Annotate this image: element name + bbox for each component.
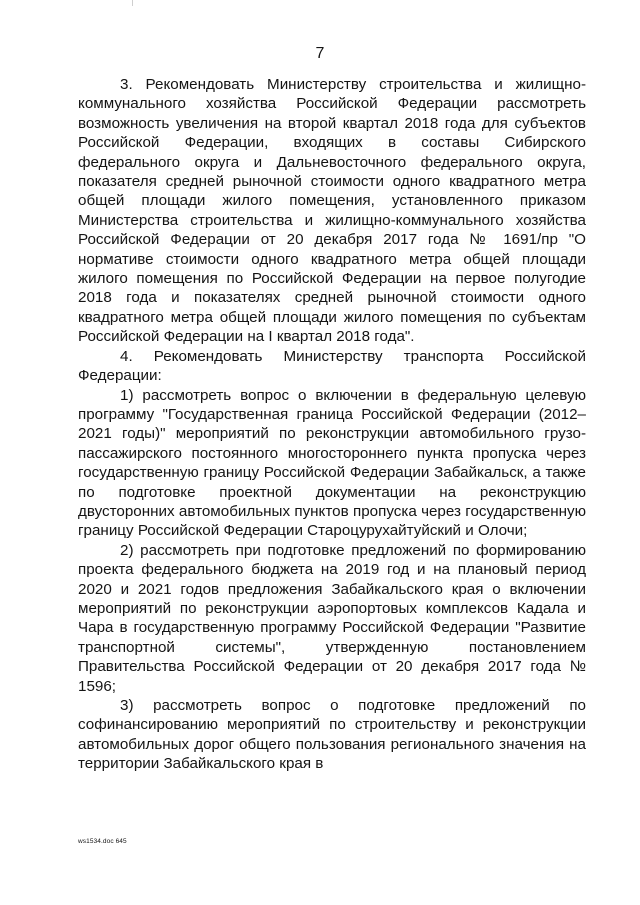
paragraph-item-4: 4. Рекомендовать Министерству транспорта Российской Федерации: (78, 347, 586, 385)
subitem-4-1: 1) рассмотреть вопрос о включении в федеральную целевую программу "Государственная граница Российской Федерации (2012–2021 годы)" мероприятий по реконструкции автомобильного грузо-пассажирского постоянного многостороннего пункта пропуска через государственную границу Российской Федерации Забайкальск, а также по подготовке проектной документации на реконструкцию двусторонних автомобильных пунктов пропуска через государственную границу Российской Федерации Староцурухайтуйский и Олочи; (78, 386, 586, 540)
document-body (78, 75, 586, 774)
page-number: 7 (315, 45, 325, 62)
subitem-4-2: 2) рассмотреть при подготовке предложений по формированию проекта федерального бюджета на 2019 год и на плановый период 2020 и 2021 годов предложения Забайкальского края о включении мероприятий по реконструкции аэропортовых комплексов Кадала и Чара в государственную программу Российской Федерации "Развитие транспортной системы", утвержденную постановлением Правительства Российской Федерации от 20 декабря 2017 года № 1596; (78, 541, 586, 695)
scan-edge-mark (132, 0, 133, 6)
file-code-footer: ws1534.doc 645 (78, 838, 127, 845)
paragraph-item-3: 3. Рекомендовать Министерству строительства и жилищно-коммунального хозяйства Российской Федерации рассмотреть возможность увеличения на второй квартал 2018 года для субъектов Российской Федерации, входящих в составы Сибирского федерального округа и Дальневосточного федерального округа, показателя средней рыночной стоимости одного квадратного метра общей площади жилого помещения, установленного приказом Министерства строительства и жилищно-коммунального хозяйства Российской Федерации от 20 декабря 2017 года № 1691/пр "О нормативе стоимости одного квадратного метра общей площади жилого помещения по Российской Федерации на первое полугодие 2018 года и показателях средней рыночной стоимости одного квадратного метра общей площади жилого помещения по субъектам Российской Федерации на I квартал 2018 года". (78, 76, 586, 346)
subitem-4-3: 3) рассмотреть вопрос о подготовке предложений по софинансированию мероприятий по строительству и реконструкции автомобильных дорог общего пользования регионального значения на территории Забайкальского края в (78, 697, 586, 773)
